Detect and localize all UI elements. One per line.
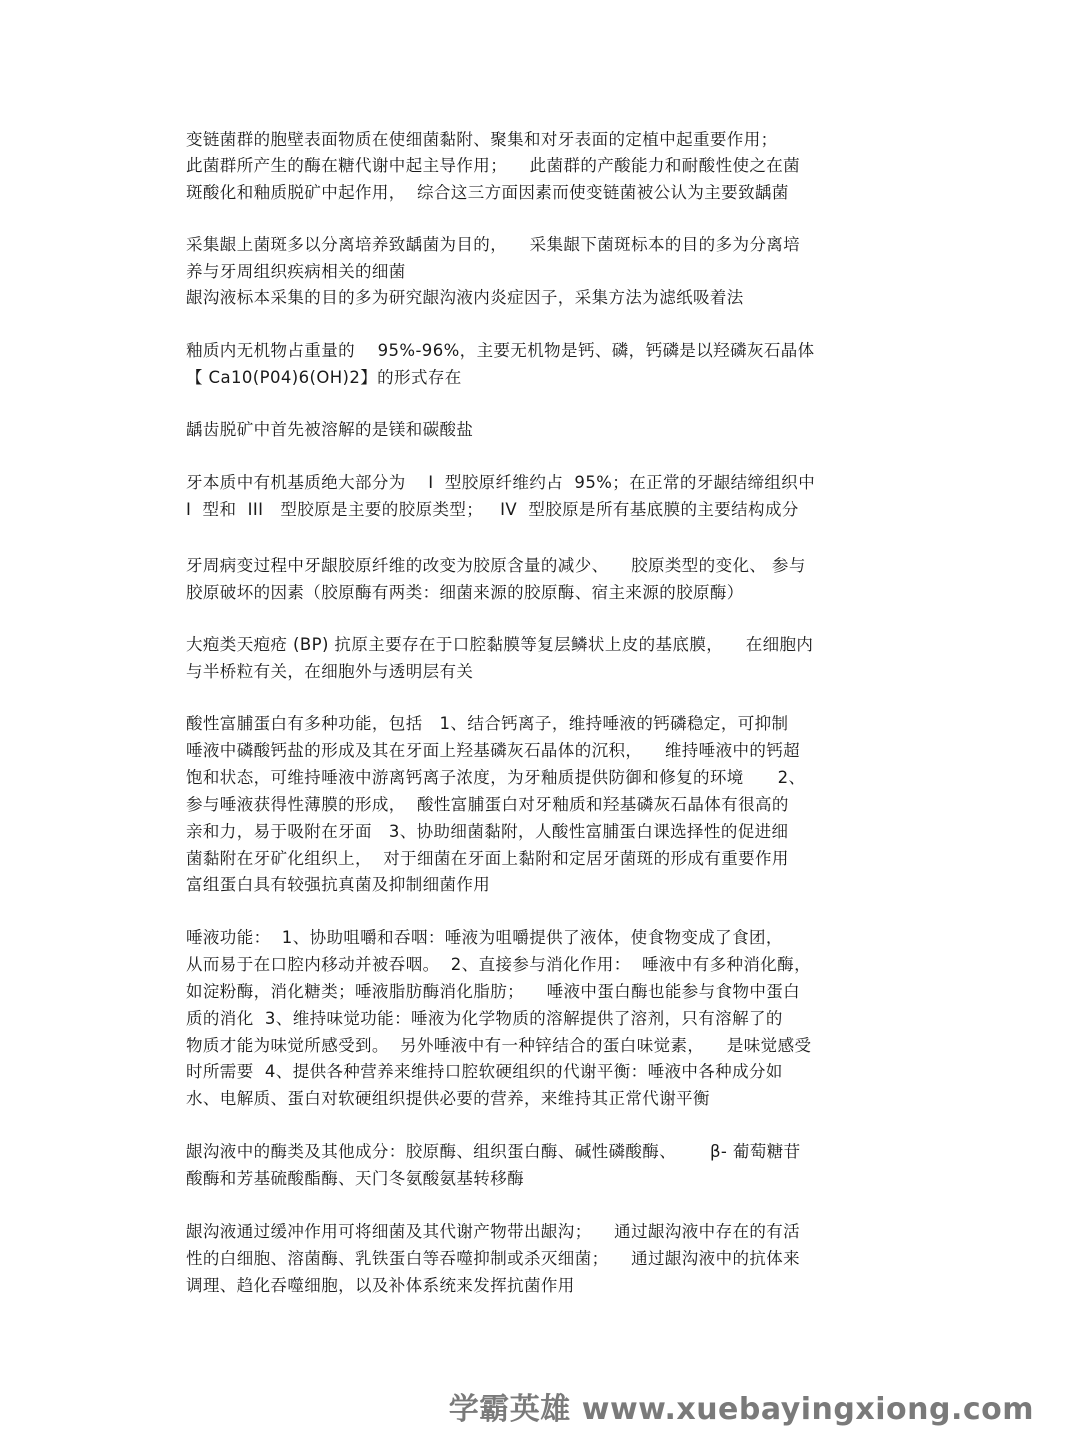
text-line: 质的消化 3、维持味觉功能：唾液为化学物质的溶解提供了溶剂，只有溶解了的 xyxy=(186,1009,783,1028)
text-line: 采集龈上菌斑多以分离培养致龋菌为目的， 采集龈下菌斑标本的目的多为分离培 xyxy=(186,235,801,254)
text-line: 牙本质中有机基质绝大部分为 I 型胶原纤维约占 95%；在正常的牙龈结缔组织中 xyxy=(186,473,816,492)
text-line: 亲和力，易于吸附在牙面 3、协助细菌黏附，人酸性富脯蛋白课选择性的促进细 xyxy=(186,822,789,841)
text-line: 水、电解质、蛋白对软硬组织提供必要的营养，来维持其正常代谢平衡 xyxy=(186,1089,710,1108)
text-line: 龋齿脱矿中首先被溶解的是镁和碳酸盐 xyxy=(186,420,474,439)
text-line: I 型和 III 型胶原是主要的胶原类型； IV 型胶原是所有基底膜的主要结构成分 xyxy=(186,500,799,519)
text-line: 菌黏附在牙矿化组织上， 对于细菌在牙面上黏附和定居牙菌斑的形成有重要作用 xyxy=(186,849,789,868)
text-line: 釉质内无机物占重量的 95%-96%，主要无机物是钙、磷，钙磷是以羟磷灰石晶体 xyxy=(186,341,815,360)
watermark: 学霸英雄 www.xuebayingxiong.com xyxy=(448,1392,1034,1427)
text-line: 唾液功能： 1、协助咀嚼和吞咽：唾液为咀嚼提供了液体，使食物变成了食团， xyxy=(186,928,783,947)
text-line: 唾液中磷酸钙盐的形成及其在牙面上羟基磷灰石晶体的沉积， 维持唾液中的钙超 xyxy=(186,741,801,760)
text-line: 此菌群所产生的酶在糖代谢中起主导作用； 此菌群的产酸能力和耐酸性使之在菌 xyxy=(186,156,801,175)
text-line: 变链菌群的胞壁表面物质在使细菌黏附、聚集和对牙表面的定植中起重要作用； xyxy=(186,130,778,149)
text-line: 龈沟液中的酶类及其他成分：胶原酶、组织蛋白酶、碱性磷酸酶、 β- 葡萄糖苷 xyxy=(186,1142,801,1161)
text-line: 斑酸化和釉质脱矿中起作用， 综合这三方面因素而使变链菌被公认为主要致龋菌 xyxy=(186,183,789,202)
text-line: 酸酶和芳基硫酸酯酶、天门冬氨酸氨基转移酶 xyxy=(186,1169,524,1188)
text-line: 调理、趋化吞噬细胞，以及补体系统来发挥抗菌作用 xyxy=(186,1276,575,1295)
text-line: 牙周病变过程中牙龈胶原纤维的改变为胶原含量的减少、 胶原类型的变化、 参与 xyxy=(186,556,806,575)
text-line: 饱和状态，可维持唾液中游离钙离子浓度，为牙釉质提供防御和修复的环境 2、 xyxy=(186,768,806,787)
text-line: 物质才能为味觉所感受到。 另外唾液中有一种锌结合的蛋白味觉素， 是味觉感受 xyxy=(186,1036,812,1055)
text-line: 时所需要 4、提供各种营养来维持口腔软硬组织的代谢平衡：唾液中各种成分如 xyxy=(186,1062,783,1081)
text-line: 胶原破坏的因素（胶原酶有两类：细菌来源的胶原酶、宿主来源的胶原酶） xyxy=(186,583,744,602)
text-line: 龈沟液标本采集的目的多为研究龈沟液内炎症因子，采集方法为滤纸吸着法 xyxy=(186,288,744,307)
text-line: 酸性富脯蛋白有多种功能，包括 1、结合钙离子，维持唾液的钙磷稳定，可抑制 xyxy=(186,714,789,733)
text-line: 如淀粉酶，消化糖类；唾液脂肪酶消化脂肪； 唾液中蛋白酶也能参与食物中蛋白 xyxy=(186,982,801,1001)
text-line: 大疱类天疱疮 (BP) 抗原主要存在于口腔黏膜等复层鳞状上皮的基底膜， 在细胞内 xyxy=(186,635,814,654)
text-line: 参与唾液获得性薄膜的形成， 酸性富脯蛋白对牙釉质和羟基磷灰石晶体有很高的 xyxy=(186,795,789,814)
text-line: 从而易于在口腔内移动并被吞咽。 2、直接参与消化作用： 唾液中有多种消化酶， xyxy=(186,955,811,974)
text-line: 【 Ca10(P04)6(OH)2】的形式存在 xyxy=(186,368,462,387)
text-line: 性的白细胞、溶菌酶、乳铁蛋白等吞噬抑制或杀灭细菌； 通过龈沟液中的抗体来 xyxy=(186,1249,801,1268)
text-line: 富组蛋白具有较强抗真菌及抑制细菌作用 xyxy=(186,875,491,894)
text-line: 与半桥粒有关，在细胞外与透明层有关 xyxy=(186,662,474,681)
text-line: 养与牙周组织疾病相关的细菌 xyxy=(186,262,406,281)
text-line: 龈沟液通过缓冲作用可将细菌及其代谢产物带出龈沟； 通过龈沟液中存在的有活 xyxy=(186,1222,801,1241)
